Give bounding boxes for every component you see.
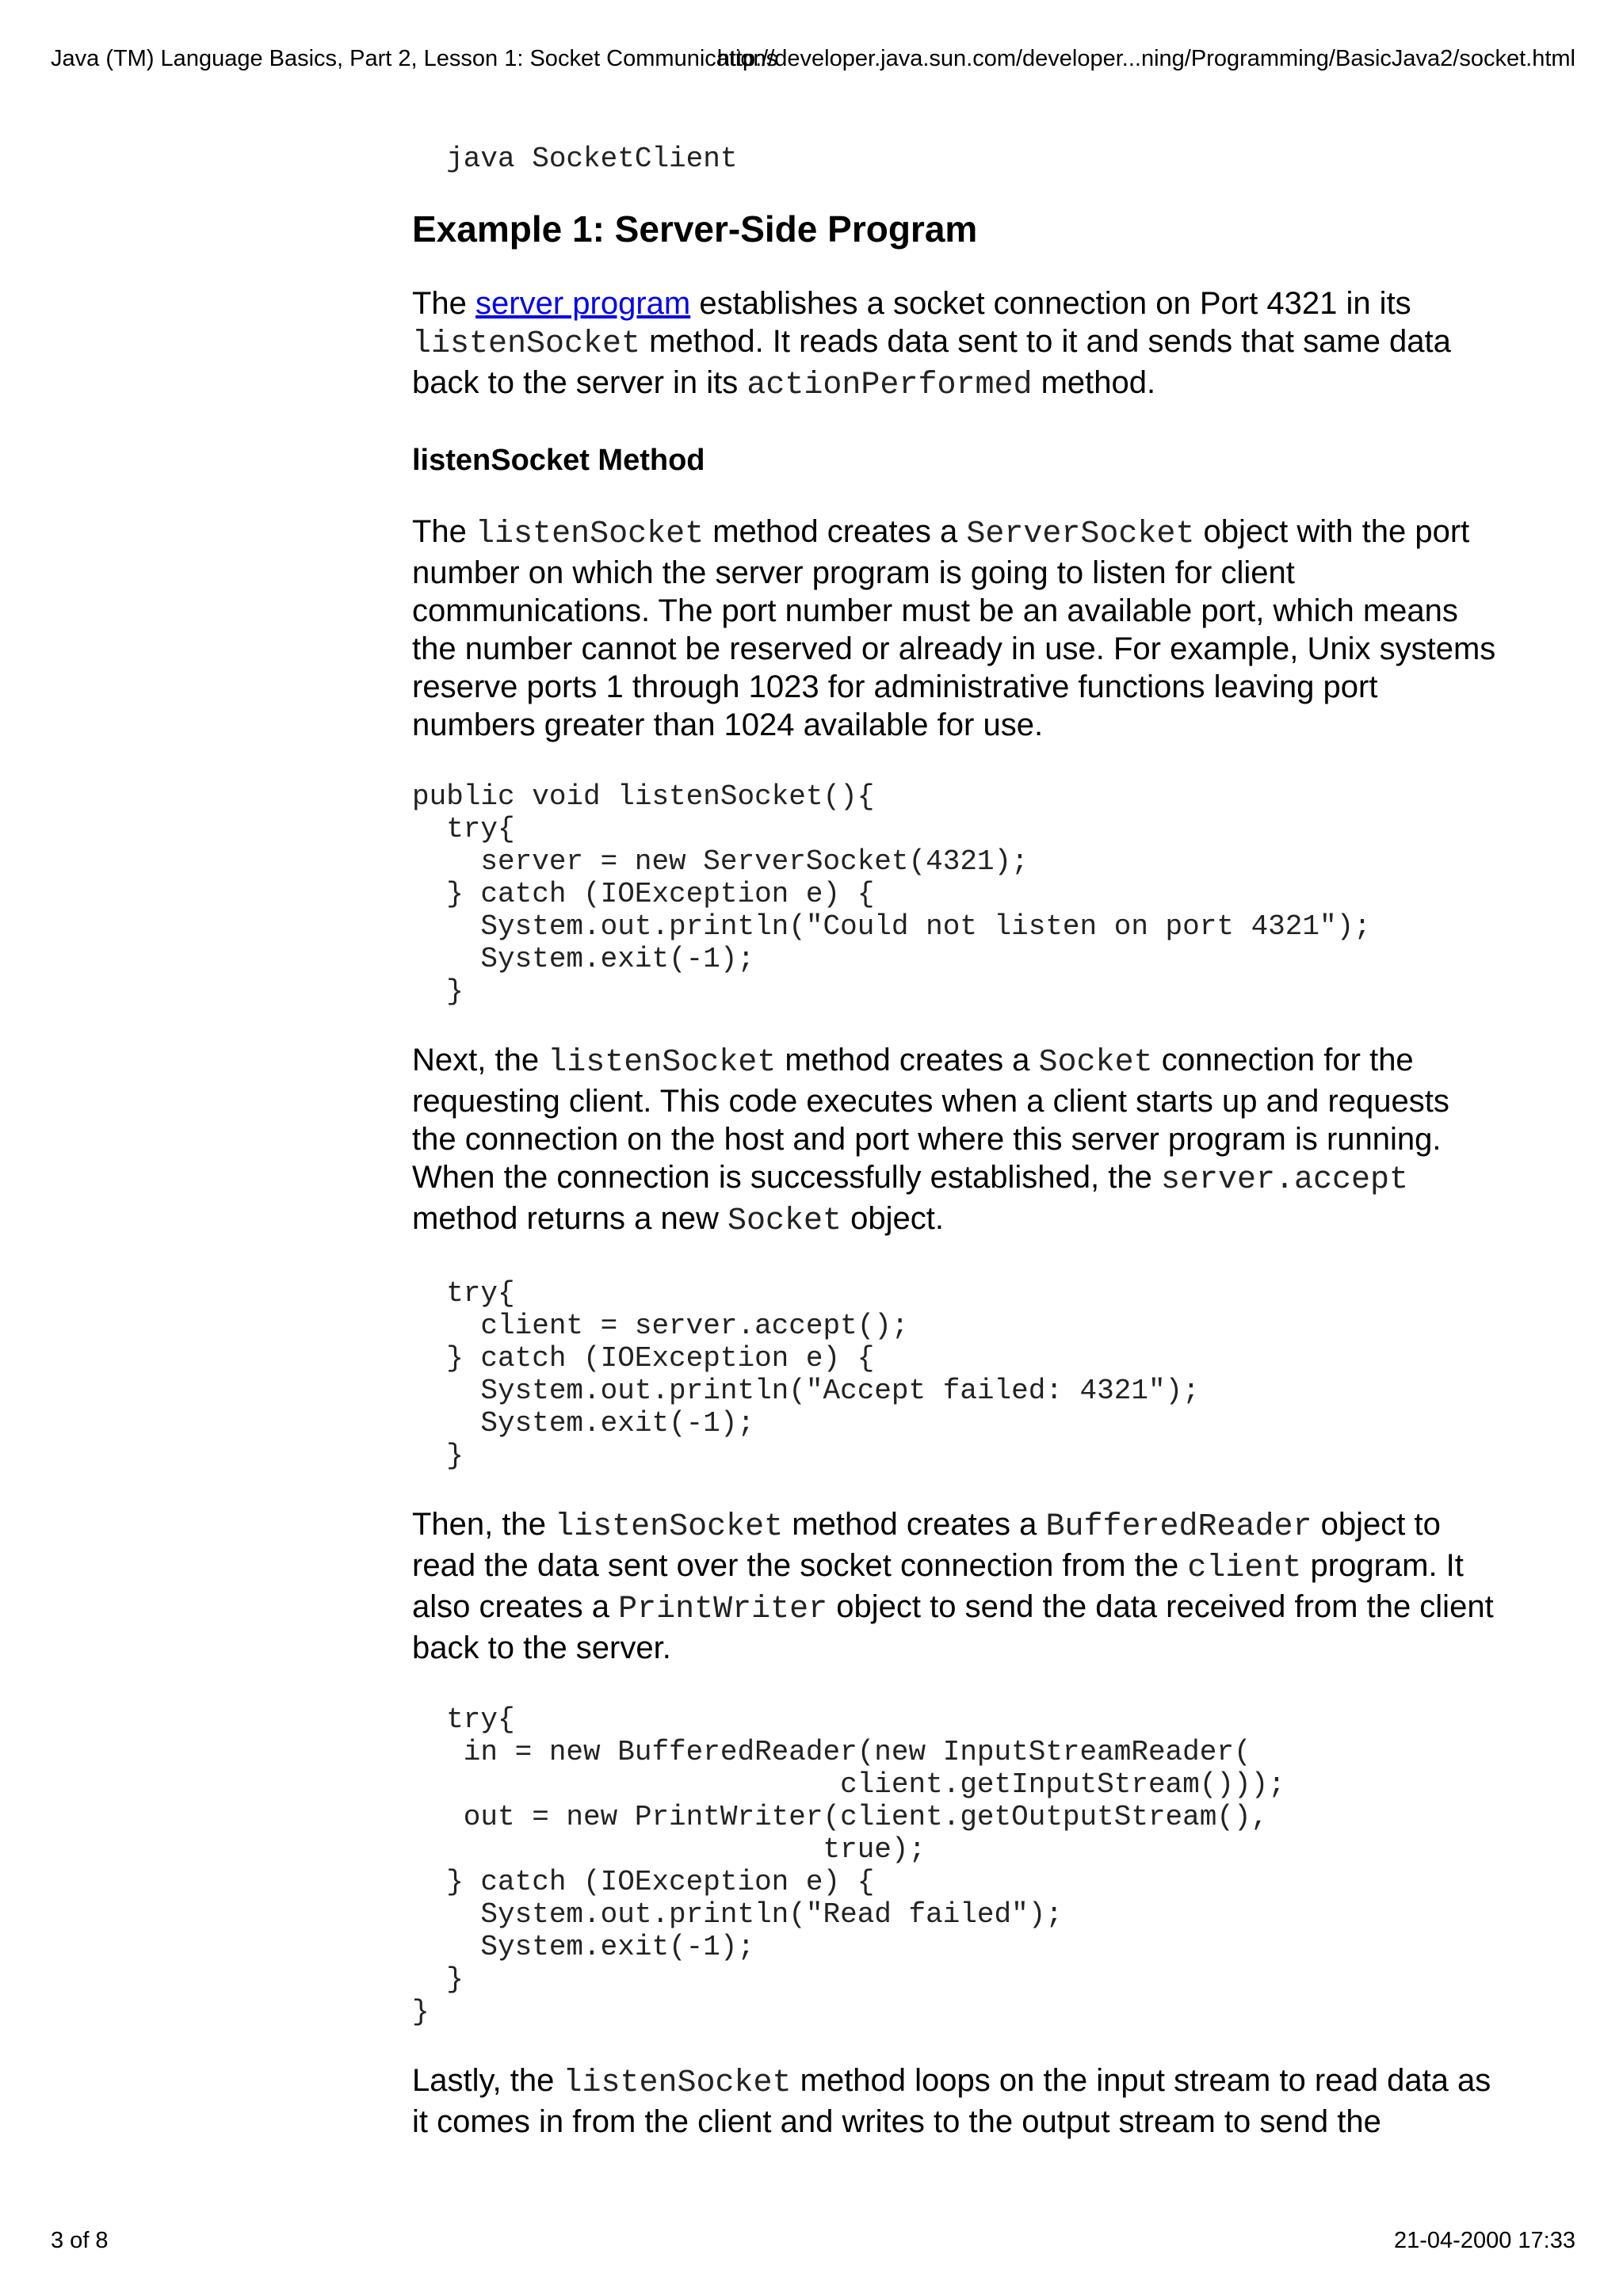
text: Next, the [412,1043,548,1077]
text: object to read the data sent over the socket connection from the [412,1507,1441,1583]
text: object. [842,1201,944,1236]
text: program. It also creates a [412,1548,1464,1624]
command-line: java SocketClient [412,143,738,175]
text: method loops on the input stream to read data as it comes in from the client and writes to the output stream to send the [412,2063,1491,2139]
text: Then, the [412,1507,556,1542]
paragraph-loop [412,2061,1498,2141]
text: method. It reads data sent to it and sends that same data back to the server in its [412,324,1451,400]
code-inline: listenSocket [548,1045,777,1081]
text: object to send the data received from the client back to the server. [412,1589,1494,1665]
code-block-server-socket: public void listenSocket(){ try{ server = new ServerSocket(4321); } catch (IOException e) { System.out.println("Could not listen on port 4321"); System.exit(-1); } [412,780,1371,1008]
section-heading: Example 1: Server-Side Program [412,208,978,250]
code-inline: server.accept [1160,1162,1409,1198]
server-program-link[interactable]: server program [475,286,691,321]
paragraph-buffered-reader [412,1505,1498,1667]
code-inline: listenSocket [412,326,641,362]
code-inline: client [1187,1550,1302,1586]
code-inline: Socket [1038,1045,1153,1081]
paragraph-socket-connection [412,1041,1498,1241]
text: connection for the requesting client. This code executes when a client starts up and requests the connection on the host and port where this server program is running. When the connection is successfully established, the [412,1043,1449,1195]
text: The [412,286,476,321]
code-inline: listenSocket [555,1509,784,1545]
text: method creates a [776,1043,1039,1077]
code-inline: Socket [727,1203,842,1239]
code-inline: listenSocket [475,517,705,552]
page-header-title: Java (TM) Language Basics, Part 2, Lesson 1: Socket Communications [51,46,778,71]
text: object with the port number on which the server program is going to listen for client communications. The port number must be an available port, which means the number cannot be reserved or already in use. For example, Unix systems reserve ports 1 through 1023 for administrative functions leaving port numbers greater than 1024 available for use. [412,514,1496,742]
code-inline: actionPerformed [747,368,1033,403]
subsection-heading: listenSocket Method [412,444,705,477]
paragraph-listen-socket [412,513,1498,744]
text: method creates a [704,514,967,549]
page-header-url: http://developer.java.sun.com/developer...ning/Programming/BasicJava2/socket.html [716,46,1575,71]
print-datetime: 21-04-2000 17:33 [1394,2228,1575,2253]
paragraph-server-program [412,284,1498,405]
code-inline: BufferedReader [1045,1509,1312,1545]
text: establishes a socket connection on Port 4321 in its [690,286,1411,321]
text: The [412,514,476,549]
code-block-accept: try{ client = server.accept(); } catch (IOException e) { System.out.println("Accept failed: 4321"); System.exit(-1); } [446,1277,1200,1472]
text: Lastly, the [412,2063,563,2098]
code-inline: ServerSocket [966,517,1195,552]
code-inline: listenSocket [563,2065,792,2101]
text: method returns a new [412,1201,727,1236]
page-number: 3 of 8 [51,2228,109,2253]
text: method. [1032,365,1156,400]
document-content [412,143,1498,2177]
code-block-streams: try{ in = new BufferedReader(new InputStreamReader( client.getInputStream())); out = new PrintWriter(client.getOutputStream(), true); } catch (IOException e) { System.out.println("Read failed"); System.exit(-1); } } [412,1703,1285,2028]
text: method creates a [783,1507,1046,1542]
code-inline: PrintWriter [618,1592,828,1627]
